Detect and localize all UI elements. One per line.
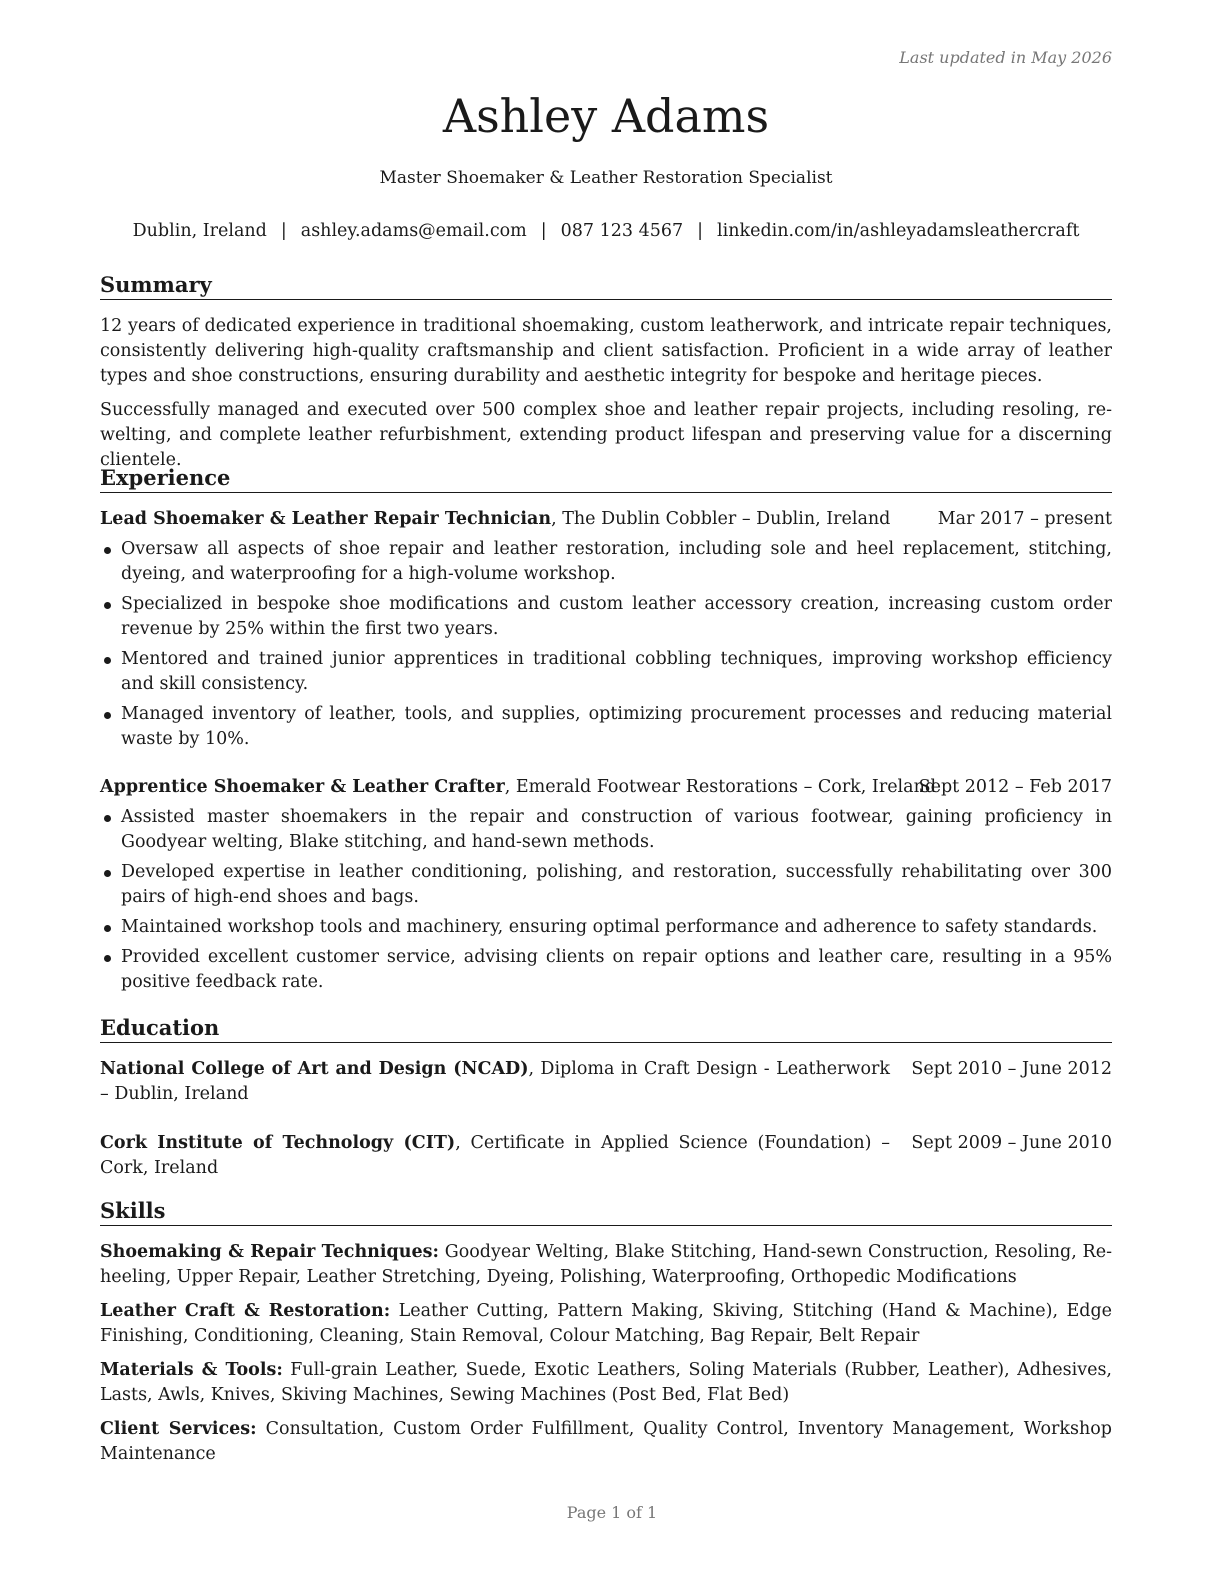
education-entry (100, 1131, 1112, 1181)
job-bullets (100, 805, 1112, 1000)
skill-group-label: Leather Craft & Restoration: (100, 1301, 391, 1321)
job-dates: Sept 2012 – Feb 2017 (918, 777, 1112, 797)
education-dates: Sept 2009 – June 2010 (911, 1133, 1112, 1153)
skill-group (100, 1358, 1112, 1408)
contact-location: Dublin, Ireland (132, 221, 267, 241)
contact-separator: | (540, 221, 547, 241)
education-heading: Education (100, 1014, 1112, 1043)
skill-group-items: Full-grain Leather, Suede, Exotic Leathers, Soling Materials (Rubber, Leather), Adhesives, Lasts, Awls, Knives, Skiving Machines, Sewing Machines (Post Bed, Flat Bed) (100, 1360, 1112, 1405)
summary-paragraph: Successfully managed and executed over 500 complex shoe and leather repair projects, including resoling, re-welting, and complete leather refurbishment, extending product lifespan and preserving value for a discerning clientele. (100, 400, 1112, 470)
last-updated: Last updated in May 2026 (899, 48, 1112, 67)
contact-email[interactable]: ashley.adams@email.com (300, 221, 527, 241)
skill-group-items: Goodyear Welting, Blake Stitching, Hand-sewn Construction, Resoling, Re-heeling, Upper Repair, Leather Stretching, Dyeing, Polishing, Waterproofing, Orthopedic Modifications (100, 1242, 1112, 1287)
candidate-name: Ashley Adams (442, 89, 770, 143)
contact-separator: | (697, 221, 704, 241)
job-header (100, 775, 1112, 800)
education-school: Cork Institute of Technology (CIT) (100, 1133, 456, 1153)
skill-group (100, 1299, 1112, 1349)
job-bullet: Mentored and trained junior apprentices in traditional cobbling techniques, improving workshop efficiency and skill consistency. (100, 647, 1112, 697)
contact-phone: 087 123 4567 (560, 221, 684, 241)
job-bullet: Developed expertise in leather conditioning, polishing, and restoration, successfully rehabilitating over 300 pairs of high-end shoes and bags. (100, 860, 1112, 910)
job-role: Lead Shoemaker & Leather Repair Technician (100, 509, 552, 529)
education-dates: Sept 2010 – June 2012 (911, 1059, 1112, 1079)
skill-group-items: Consultation, Custom Order Fulfillment, Quality Control, Inventory Management, Workshop Maintenance (100, 1419, 1113, 1464)
experience-heading: Experience (100, 464, 1112, 493)
job-bullet: Managed inventory of leather, tools, and supplies, optimizing procurement processes and reducing material waste by 10%. (100, 702, 1112, 752)
job-bullet: Provided excellent customer service, advising clients on repair options and leather care, resulting in a 95% positive feedback rate. (100, 945, 1112, 995)
skill-group-items: Leather Cutting, Pattern Making, Skiving, Stitching (Hand & Machine), Edge Finishing, Conditioning, Cleaning, Stain Removal, Colour Matching, Bag Repair, Belt Repair (100, 1301, 1113, 1346)
job-role: Apprentice Shoemaker & Leather Crafter (100, 777, 505, 797)
page-number: Page 1 of 1 (566, 1503, 658, 1522)
education-detail: , Certificate in Applied Science (Foundation) – Cork, Ireland (100, 1133, 890, 1178)
job-bullet: Assisted master shoemakers in the repair and construction of various footwear, gaining proficiency in Goodyear welting, Blake stitching, and hand-sewn methods. (100, 805, 1112, 855)
candidate-tagline: Master Shoemaker & Leather Restoration Specialist (379, 168, 833, 188)
contact-separator: | (280, 221, 287, 241)
skills-heading: Skills (100, 1197, 1112, 1226)
job-org: , The Dublin Cobbler – Dublin, Ireland (551, 509, 891, 529)
job-bullet: Maintained workshop tools and machinery, ensuring optimal performance and adherence to safety standards. (100, 915, 1112, 940)
education-school: National College of Art and Design (NCAD) (100, 1059, 529, 1079)
skill-group (100, 1417, 1112, 1467)
contact-line (80, 219, 1132, 244)
skill-group-label: Shoemaking & Repair Techniques: (100, 1242, 439, 1262)
skill-group-label: Materials & Tools: (100, 1360, 283, 1380)
skill-group-label: Client Services: (100, 1419, 257, 1439)
job-bullet: Oversaw all aspects of shoe repair and leather restoration, including sole and heel replacement, stitching, dyeing, and waterproofing for a high-volume workshop. (100, 537, 1112, 587)
summary-paragraph: 12 years of dedicated experience in traditional shoemaking, custom leatherwork, and intricate repair techniques, consistently delivering high-quality craftsmanship and client satisfaction. Proficient in a wide array of leather types and shoe constructions, ensuring durability and aesthetic integrity for bespoke and heritage pieces. (100, 316, 1112, 386)
contact-linkedin[interactable]: linkedin.com/in/ashleyadamsleathercraft (717, 221, 1080, 241)
job-dates: Mar 2017 – present (937, 509, 1112, 529)
job-bullet: Specialized in bespoke shoe modifications and custom leather accessory creation, increasing custom order revenue by 25% within the first two years. (100, 592, 1112, 642)
summary-heading: Summary (100, 271, 1112, 300)
skill-group (100, 1240, 1112, 1290)
education-detail: , Diploma in Craft Design - Leatherwork – Dublin, Ireland (100, 1059, 890, 1104)
job-bullets (100, 537, 1112, 757)
education-entry (100, 1057, 1112, 1107)
job-org: , Emerald Footwear Restorations – Cork, Ireland (504, 777, 937, 797)
job-header (100, 507, 1112, 532)
